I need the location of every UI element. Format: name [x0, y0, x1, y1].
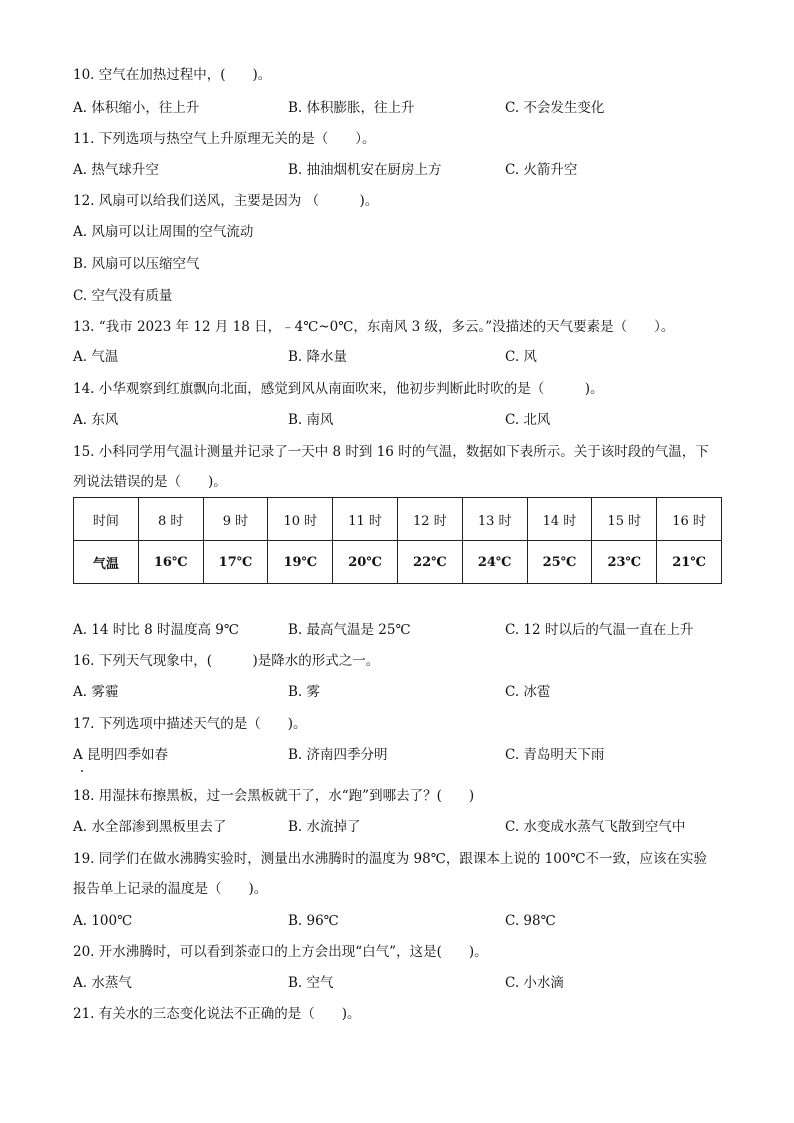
row-header-temperature: 气温 [74, 541, 139, 584]
option-c[interactable]: C. 小水滴 [505, 975, 564, 991]
table-cell-time: 11 时 [333, 498, 398, 541]
table-cell-time: 14 时 [527, 498, 592, 541]
scan-speck [81, 770, 83, 772]
option-c[interactable]: C. 青岛明天下雨 [505, 747, 605, 763]
table-cell-time: 9 时 [203, 498, 268, 541]
option-a[interactable]: A. 水蒸气 [73, 975, 132, 991]
table-cell-time: 16 时 [657, 498, 722, 541]
option-b[interactable]: B. 水流掉了 [288, 819, 361, 835]
table-cell-temperature: 25℃ [527, 541, 592, 584]
question-18-options [73, 818, 733, 836]
table-cell-temperature: 22℃ [397, 541, 462, 584]
table-cell-temperature: 23℃ [592, 541, 657, 584]
option-b[interactable]: B. 降水量 [288, 349, 348, 365]
option-c[interactable]: C. 98℃ [505, 913, 556, 929]
row-header-time: 时间 [74, 498, 139, 541]
table-cell-temperature: 20℃ [333, 541, 398, 584]
question-10-options [73, 99, 733, 117]
option-c[interactable]: C. 12 时以后的气温一直在上升 [505, 622, 694, 638]
question-18-stem: 18. 用湿抹布擦黑板，过一会黑板就干了，水“跑”到哪去了？( ) [73, 788, 475, 804]
question-16-options [73, 683, 733, 701]
option-a[interactable]: A. 热气球升空 [73, 162, 159, 178]
option-c[interactable]: C. 火箭升空 [505, 162, 578, 178]
option-c[interactable]: C. 风 [505, 349, 537, 365]
table-row-temperature [74, 541, 722, 584]
question-11-stem: 11. 下列选项与热空气上升原理无关的是（ ）。 [73, 131, 376, 147]
option-b[interactable]: B. 抽油烟机安在厨房上方 [288, 162, 442, 178]
table-cell-time: 10 时 [268, 498, 333, 541]
option-b[interactable]: B. 最高气温是 25℃ [288, 622, 411, 638]
question-19-options [73, 912, 733, 930]
question-12-option-b[interactable]: B. 风扇可以压缩空气 [73, 256, 200, 272]
option-a[interactable]: A. 雾霾 [73, 684, 119, 700]
temperature-table [73, 497, 722, 584]
table-cell-temperature: 17℃ [203, 541, 268, 584]
table-row-time [74, 498, 722, 541]
question-13-options [73, 348, 733, 366]
question-17-stem: 17. 下列选项中描述天气的是（ )。 [73, 716, 307, 732]
option-b[interactable]: B. 雾 [288, 684, 321, 700]
option-a[interactable]: A. 水全部渗到黑板里去了 [73, 819, 227, 835]
question-11-options [73, 161, 733, 179]
option-c[interactable]: C. 水变成水蒸气飞散到空气中 [505, 819, 686, 835]
question-20-options [73, 974, 733, 992]
option-a[interactable]: A. 东风 [73, 412, 119, 428]
question-12-option-c[interactable]: C. 空气没有质量 [73, 288, 173, 304]
table-cell-time: 15 时 [592, 498, 657, 541]
question-20-stem: 20. 开水沸腾时，可以看到茶壶口的上方会出现“白气”，这是( )。 [73, 944, 488, 960]
option-b[interactable]: B. 南风 [288, 412, 334, 428]
question-19-stem-line-1: 19. 同学们在做水沸腾实验时，测量出水沸腾时的温度为 98℃，跟课本上说的 100℃不一致，应该在实验 [73, 851, 707, 867]
table-cell-temperature: 21℃ [657, 541, 722, 584]
question-15-stem-line-1: 15. 小科同学用气温计测量并记录了一天中 8 时到 16 时的气温，数据如下表所示。关于该时段的气温，下 [73, 444, 709, 460]
option-b[interactable]: B. 空气 [288, 975, 334, 991]
option-c[interactable]: C. 北风 [505, 412, 551, 428]
option-a[interactable]: A 昆明四季如春 [73, 747, 169, 763]
question-21-stem: 21. 有关水的三态变化说法不正确的是（ )。 [73, 1006, 361, 1022]
question-16-stem: 16. 下列天气现象中，( )是降水的形式之一。 [73, 653, 380, 669]
question-12-stem: 12. 风扇可以给我们送风，主要是因为 （ )。 [73, 193, 379, 209]
question-19-stem-line-2: 报告单上记录的温度是（ )。 [73, 881, 268, 897]
option-c[interactable]: C. 不会发生变化 [505, 100, 605, 116]
option-a[interactable]: A. 100℃ [73, 913, 133, 929]
question-17-options [73, 746, 733, 764]
question-15-options [73, 621, 733, 639]
question-14-options [73, 411, 733, 429]
option-b[interactable]: B. 济南四季分明 [288, 747, 388, 763]
table-cell-time: 13 时 [462, 498, 527, 541]
option-a[interactable]: A. 14 时比 8 时温度高 9℃ [73, 622, 239, 638]
question-10-stem: 10. 空气在加热过程中，( )。 [73, 67, 272, 83]
question-15-stem-line-2: 列说法错误的是（ )。 [73, 474, 227, 490]
question-14-stem: 14. 小华观察到红旗飘向北面，感觉到风从南面吹来，他初步判断此时吹的是（ )。 [73, 381, 604, 397]
table-cell-temperature: 16℃ [138, 541, 203, 584]
table-cell-temperature: 24℃ [462, 541, 527, 584]
option-b[interactable]: B. 体积膨胀，往上升 [288, 100, 415, 116]
question-13-stem: 13. “我市 2023 年 12 月 18 日，﹣4℃~0℃，东南风 3 级，多云。”没描述的天气要素是（ ）。 [73, 319, 675, 335]
option-b[interactable]: B. 96℃ [288, 913, 339, 929]
option-a[interactable]: A. 气温 [73, 349, 119, 365]
option-a[interactable]: A. 体积缩小，往上升 [73, 100, 200, 116]
table-cell-time: 8 时 [138, 498, 203, 541]
table-cell-temperature: 19℃ [268, 541, 333, 584]
option-c[interactable]: C. 冰雹 [505, 684, 551, 700]
question-12-option-a[interactable]: A. 风扇可以让周围的空气流动 [73, 224, 254, 240]
table-cell-time: 12 时 [397, 498, 462, 541]
